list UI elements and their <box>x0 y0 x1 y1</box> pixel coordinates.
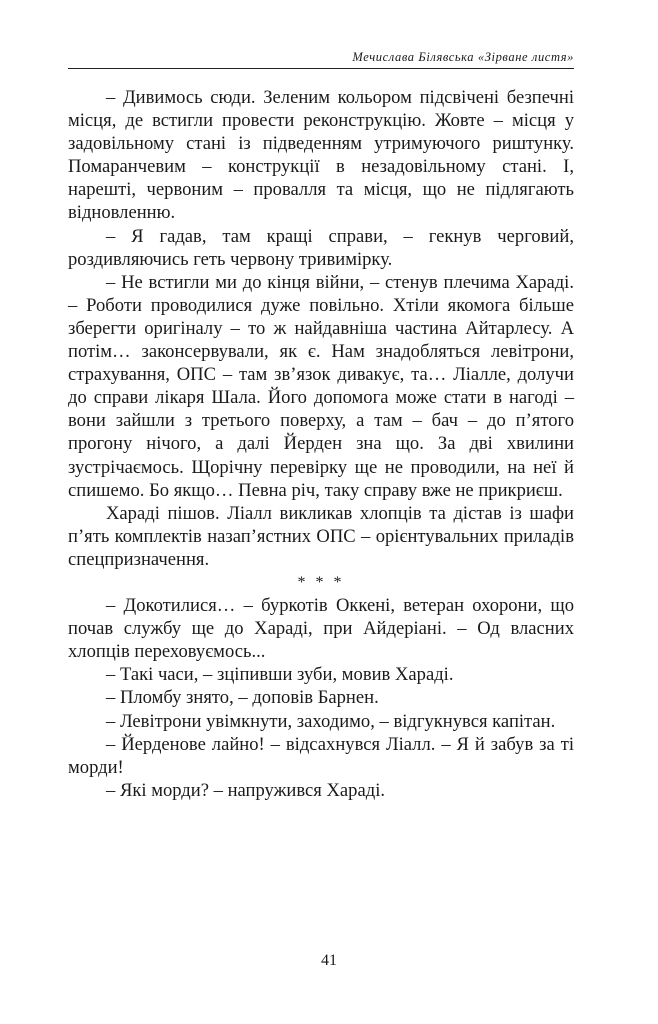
running-title: Мечислава Білявська «Зірване листя» <box>352 50 574 64</box>
paragraph: – Левітрони увімкнути, заходимо, – відгукнувся капітан. <box>106 710 556 732</box>
page-number: 41 <box>321 952 337 969</box>
paragraph: – Які морди? – напружився Хараді. <box>106 779 386 801</box>
paragraph: – Не встигли ми до кінця війни, – стенув плечима Хараді. – Роботи проводилися дуже повільно. Хтіли якомога більше зберегти оригіналу – то ж найдавніша частина Айтарлесу. А потім… законсервували, як є. Нам знадобляться левітрони, страхування, ОПС – там зв’язок дивакує, та… Ліалле, долучи до справи лікаря Шала. Його допомога може стати в нагоді – вони зайшли з третього поверху, а там – бач – до п’ятого прогону нічого, а далі Йерден зна що. За дві хвилини зустрічаємось. Щорічну перевірку ще не проводили, на неї й спишемо. Бо якщо… Певна річ, таку справу вже не прикриєш. <box>68 271 574 501</box>
paragraph: – Йерденове лайно! – відсахнувся Ліалл. – Я й забув за ті морди! <box>68 733 574 778</box>
paragraph: – Дивимось сюди. Зеленим кольором підсвічені безпечні місця, де встигли провести реконструкцію. Жовте – місця у задовільному стані із підведенням утримуючого риштунку. Помаранчевим – конструкції в незадовільному стані. І, нарешті, червоним – провалля та місця, що не підлягають відновленню. <box>68 87 574 224</box>
paragraph: – Докотилися… – буркотів Оккені, ветеран охорони, що почав службу ще до Хараді, при Айдеріані. – Од власних хлопців переховуємось... <box>68 595 574 663</box>
main-text <box>68 86 574 802</box>
running-header <box>68 48 574 69</box>
paragraph: – Пломбу знято, – доповів Барнен. <box>106 687 379 709</box>
paragraph: Хараді пішов. Ліалл викликав хлопців та дістав із шафи п’ять комплектів назап’ястних ОПС – орієнтувальних приладів спецпризначення. <box>68 502 574 570</box>
section-separator: * * * <box>297 573 345 591</box>
paragraph: – Я гадав, там кращі справи, – гекнув черговий, роздивляючись геть червону тривимірку. <box>68 225 574 270</box>
paragraph: – Такі часи, – зціпивши зуби, мовив Хараді. <box>106 664 454 686</box>
